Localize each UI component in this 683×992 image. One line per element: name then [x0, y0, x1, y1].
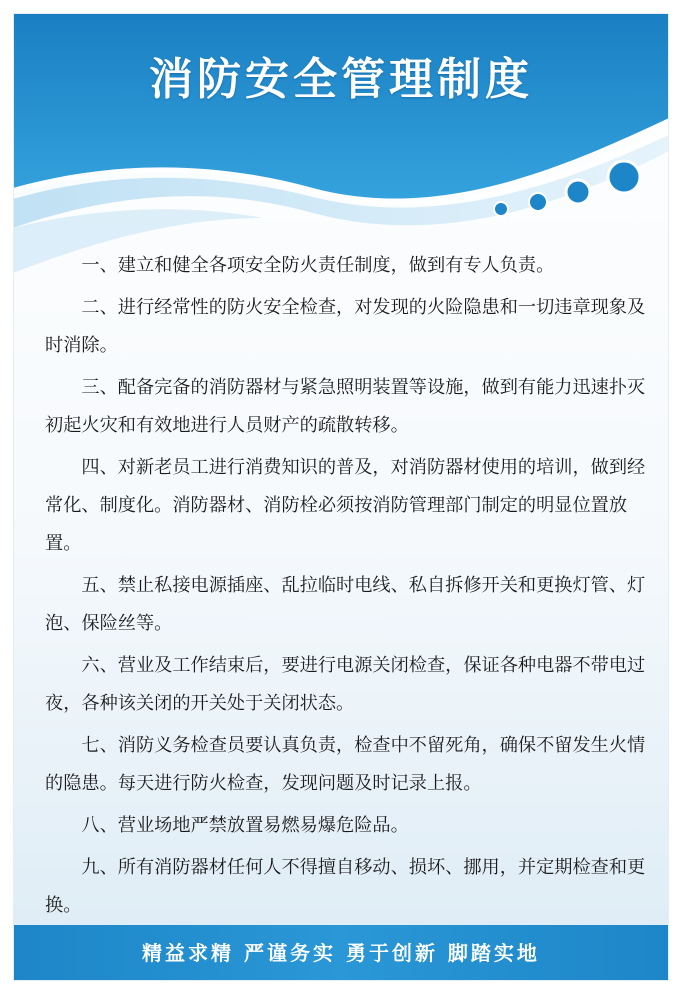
- rules-list: [45, 247, 651, 929]
- rule-item: 九、所有消防器材任何人不得擅自移动、损坏、挪用，并定期检查和更换。: [45, 857, 646, 916]
- rule-item: 四、对新老员工进行消费知识的普及，对消防器材使用的培训，做到经常化、制度化。消防器材、消防栓必须按消防管理部门制定的明显位置放置。: [45, 457, 646, 554]
- rule-item: 五、禁止私接电源插座、乱拉临时电线、私自拆修开关和更换灯管、灯泡、保险丝等。: [45, 575, 646, 634]
- footer-slogan: 精益求精 严谨务实 勇于创新 脚踏实地: [13, 925, 669, 981]
- rule-item: 八、营业场地严禁放置易燃易爆危险品。: [81, 815, 409, 836]
- bubble-icon: [566, 180, 590, 204]
- sign-board: [13, 13, 669, 981]
- bubble-icon: [529, 193, 547, 211]
- rule-item: 三、配备完备的消防器材与紧急照明装置等设施，做到有能力迅速扑灭初起火灾和有效地进行人员财产的疏散转移。: [45, 377, 646, 436]
- rule-item: 二、进行经常性的防火安全检查，对发现的火险隐患和一切违章现象及时消除。: [45, 297, 646, 356]
- bubble-icon: [494, 202, 508, 216]
- bubble-icon: [608, 161, 640, 193]
- rule-item: 六、营业及工作结束后，要进行电源关闭检查，保证各种电器不带电过夜，各种该关闭的开关处于关闭状态。: [45, 655, 646, 714]
- page-title: 消防安全管理制度: [149, 54, 533, 105]
- rule-item: 一、建立和健全各项安全防火责任制度，做到有专人负责。: [81, 255, 555, 276]
- rule-item: 七、消防义务检查员要认真负责，检查中不留死角，确保不留发生火情的隐患。每天进行防火检查，发现问题及时记录上报。: [45, 735, 646, 794]
